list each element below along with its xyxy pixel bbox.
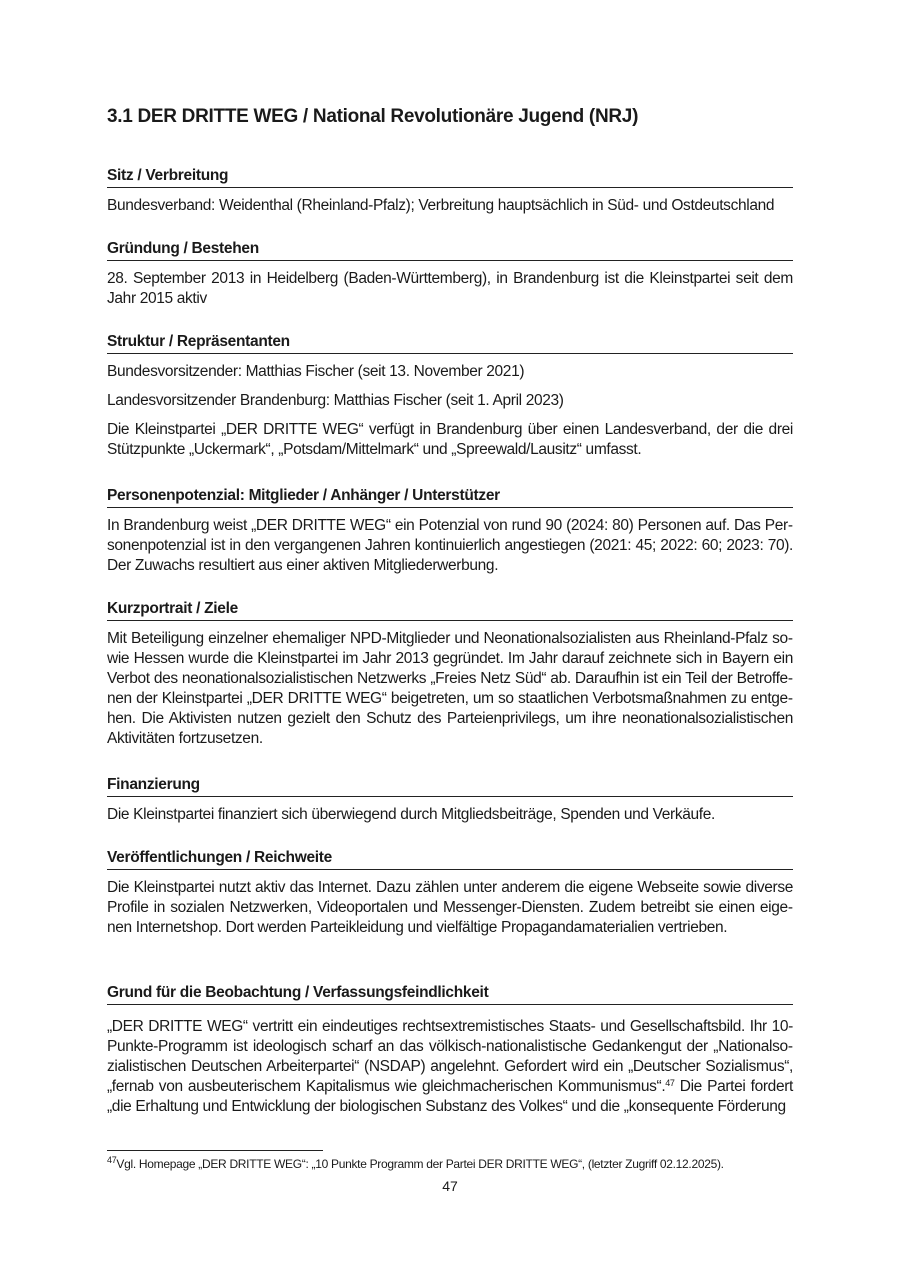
paragraph: Bundesvorsitzender: Matthias Fischer (seit 13. November 2021) xyxy=(107,363,525,380)
paragraph: Die Kleinstpartei nutzt aktiv das Internet. Dazu zählen unter anderem die eigene Webseite sowie diverse Profile in sozialen Netzwerken, Videoportalen und Messenger-Diensten. Zudem betreibt sie einen eigenen Internetshop. Dort werden Parteikleidung und vielfältige Propagandamaterialien vertrieben. xyxy=(107,879,793,936)
paragraph: 28. September 2013 in Heidelberg (Baden-Württemberg), in Brandenburg ist die Kleinstpartei seit dem Jahr 2015 aktiv xyxy=(107,270,793,307)
paragraph: Die Kleinstpartei finanziert sich überwiegend durch Mitgliedsbeiträge, Spenden und Verkäufe. xyxy=(107,806,715,823)
paragraph: Mit Beteiligung einzelner ehemaliger NPD-Mitglieder und Neonationalsozialisten aus Rheinland-Pfalz sowie Hessen wurde die Kleinstpartei im Jahr 2013 gegründet. Im Jahr darauf zeichnete sich in Bayern ein Verbot des neonationalsozialistischen Netzwerks „Freies Netz Süd“ ab. Daraufhin ist ein Teil der Betroffenen der Kleinstpartei „DER DRITTE WEG“ beigetreten, um so staatlichen Verbotsmaßnahmen zu entgehen. Die Aktivisten nutzen gezielt den Schutz des Parteienprivilegs, um ihre neonationalsozialistischen Aktivitäten fortzusetzen. xyxy=(107,630,793,747)
footnote-reference[interactable]: 47 xyxy=(665,1078,675,1088)
footnote xyxy=(107,1157,793,1172)
section-heading: Gründung / Bestehen xyxy=(107,239,793,261)
paragraph-continuation: Die Partei fordert „die Erhaltung und Entwicklung der biologischen Substanz des Volkes“ und die „konsequente Förderung xyxy=(107,1078,793,1115)
section-heading: Struktur / Repräsentanten xyxy=(107,332,793,354)
page-number: 47 xyxy=(442,1178,458,1194)
paragraph: Landesvorsitzender Brandenburg: Matthias Fischer (seit 1. April 2023) xyxy=(107,392,564,409)
paragraph: Die Kleinstpartei „DER DRITTE WEG“ verfügt in Brandenburg über einen Landesverband, der die drei Stützpunkte „Uckermark“, „Potsdam/Mittelmark“ und „Spreewald/Lausitz“ umfasst. xyxy=(107,421,793,458)
paragraph-text: „DER DRITTE WEG“ vertritt ein eindeutiges rechtsextremistisches Staats- und Gesellschaftsbild. Ihr 10-Punkte-Programm ist ideologisch scharf an das völkisch-nationalistische Gedankengut der „Nationalsozialistischen Deutschen Arbeiterpartei“ (NSDAP) angelehnt. Gefordert wird ein „Deutscher Sozialismus“, „fernab von ausbeuterischem Kapitalismus wie gleichmacherischen Kommunismus“. xyxy=(107,1018,793,1095)
section-heading: Personenpotenzial: Mitglieder / Anhänger / Unterstützer xyxy=(107,486,793,508)
section-kurzportrait xyxy=(107,599,793,749)
section-veroeffentlichungen xyxy=(107,848,793,938)
document-page xyxy=(107,0,793,1272)
section-heading: Grund für die Beobachtung / Verfassungsfeindlichkeit xyxy=(107,983,793,1005)
footnote-number: 47 xyxy=(107,1155,117,1165)
section-heading: Veröffentlichungen / Reichweite xyxy=(107,848,793,870)
paragraph xyxy=(107,1017,793,1117)
section-gruendung xyxy=(107,239,793,309)
section-finanzierung xyxy=(107,775,793,825)
section-heading: Finanzierung xyxy=(107,775,793,797)
footnote-divider xyxy=(107,1150,323,1151)
paragraph: In Brandenburg weist „DER DRITTE WEG“ ein Potenzial von rund 90 (2024: 80) Personen auf. Das Personenpotenzial ist in den vergangenen Jahren kontinuierlich angestiegen (2021: 45; 2022: 60; 2023: 70). Der Zuwachs resultiert aus einer aktiven Mitgliederwerbung. xyxy=(107,517,793,574)
section-sitz xyxy=(107,166,793,216)
section-personenpotenzial xyxy=(107,486,793,576)
paragraph: Bundesverband: Weidenthal (Rheinland-Pfalz); Verbreitung hauptsächlich in Süd- und Ostdeutschland xyxy=(107,197,775,214)
chapter-title: 3.1 DER DRITTE WEG / National Revolutionäre Jugend (NRJ) xyxy=(107,106,639,127)
section-heading: Kurzportrait / Ziele xyxy=(107,599,793,621)
section-grund-beobachtung xyxy=(107,983,793,1117)
footnote-text: Vgl. Homepage „DER DRITTE WEG“: „10 Punkte Programm der Partei DER DRITTE WEG“, (letzter Zugriff 02.12.2025). xyxy=(116,1157,724,1171)
section-heading: Sitz / Verbreitung xyxy=(107,166,793,188)
section-struktur xyxy=(107,332,793,460)
